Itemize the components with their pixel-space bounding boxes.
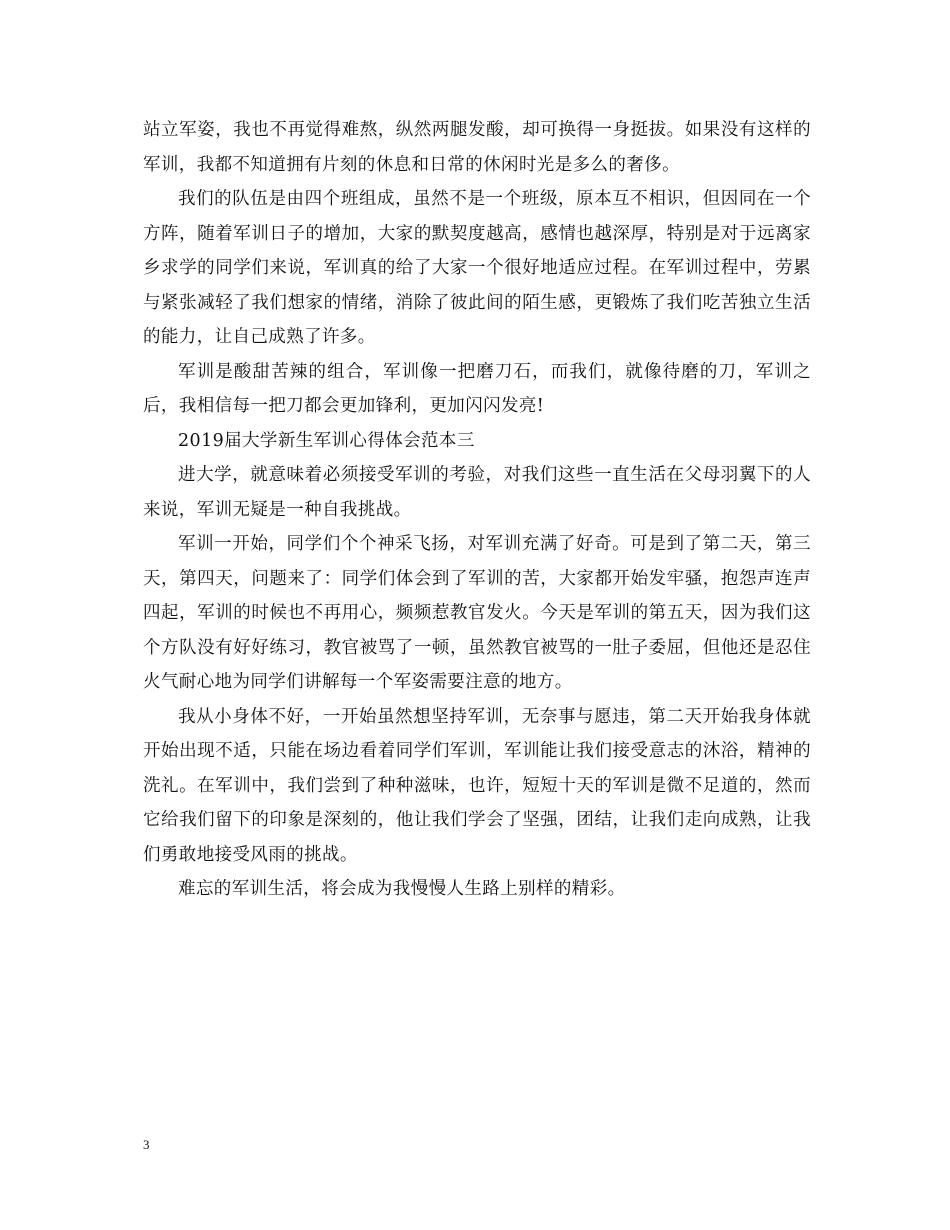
paragraph-2: 我们的队伍是由四个班组成，虽然不是一个班级，原本互不相识，但因同在一个方阵，随着军训日子的增加，大家的默契度越高，感情也越深厚，特别是对于远离家乡求学的同学们来说，军训真的给了大家一个很好地适应过程。在军训过程中，劳累与紧张减轻了我们想家的情绪，消除了彼此间的陌生感，更锻炼了我们吃苦独立生活的能力，让自己成熟了许多。 bbox=[143, 189, 811, 347]
section-heading: 2019届大学新生军训心得体会范本三 bbox=[178, 430, 475, 451]
page-number: 3 bbox=[143, 1137, 150, 1152]
paragraph-1: 站立军姿，我也不再觉得难熬，纵然两腿发酸，却可换得一身挺拔。如果没有这样的军训，我都不知道拥有片刻的休息和日常的休闲时光是多么的奢侈。 bbox=[143, 120, 811, 175]
document-body bbox=[143, 113, 811, 907]
paragraph-3: 军训是酸甜苦辣的组合，军训像一把磨刀石，而我们，就像待磨的刀，军训之后，我相信每一把刀都会更加锋利，更加闪闪发亮! bbox=[143, 361, 811, 416]
paragraph-4: 进大学，就意味着必须接受军训的考验，对我们这些一直生活在父母羽翼下的人来说，军训无疑是一种自我挑战。 bbox=[143, 465, 811, 520]
paragraph-5: 军训一开始，同学们个个神采飞扬，对军训充满了好奇。可是到了第二天，第三天，第四天，问题来了：同学们体会到了军训的苦，大家都开始发牢骚，抱怨声连声四起，军训的时候也不再用心，频频惹教官发火。今天是军训的第五天，因为我们这个方队没有好好练习，教官被骂了一顿，虽然教官被骂的一肚子委屈，但他还是忍住火气耐心地为同学们讲解每一个军姿需要注意的地方。 bbox=[143, 534, 811, 692]
paragraph-7: 难忘的军训生活，将会成为我慢慢人生路上别样的精彩。 bbox=[178, 879, 626, 899]
paragraph-6: 我从小身体不好，一开始虽然想坚持军训，无奈事与愿违，第二天开始我身体就开始出现不适，只能在场边看着同学们军训，军训能让我们接受意志的沐浴，精神的洗礼。在军训中，我们尝到了种种滋味，也许，短短十天的军训是微不足道的，然而它给我们留下的印象是深刻的，他让我们学会了坚强，团结，让我们走向成熟，让我们勇敢地接受风雨的挑战。 bbox=[143, 706, 811, 865]
